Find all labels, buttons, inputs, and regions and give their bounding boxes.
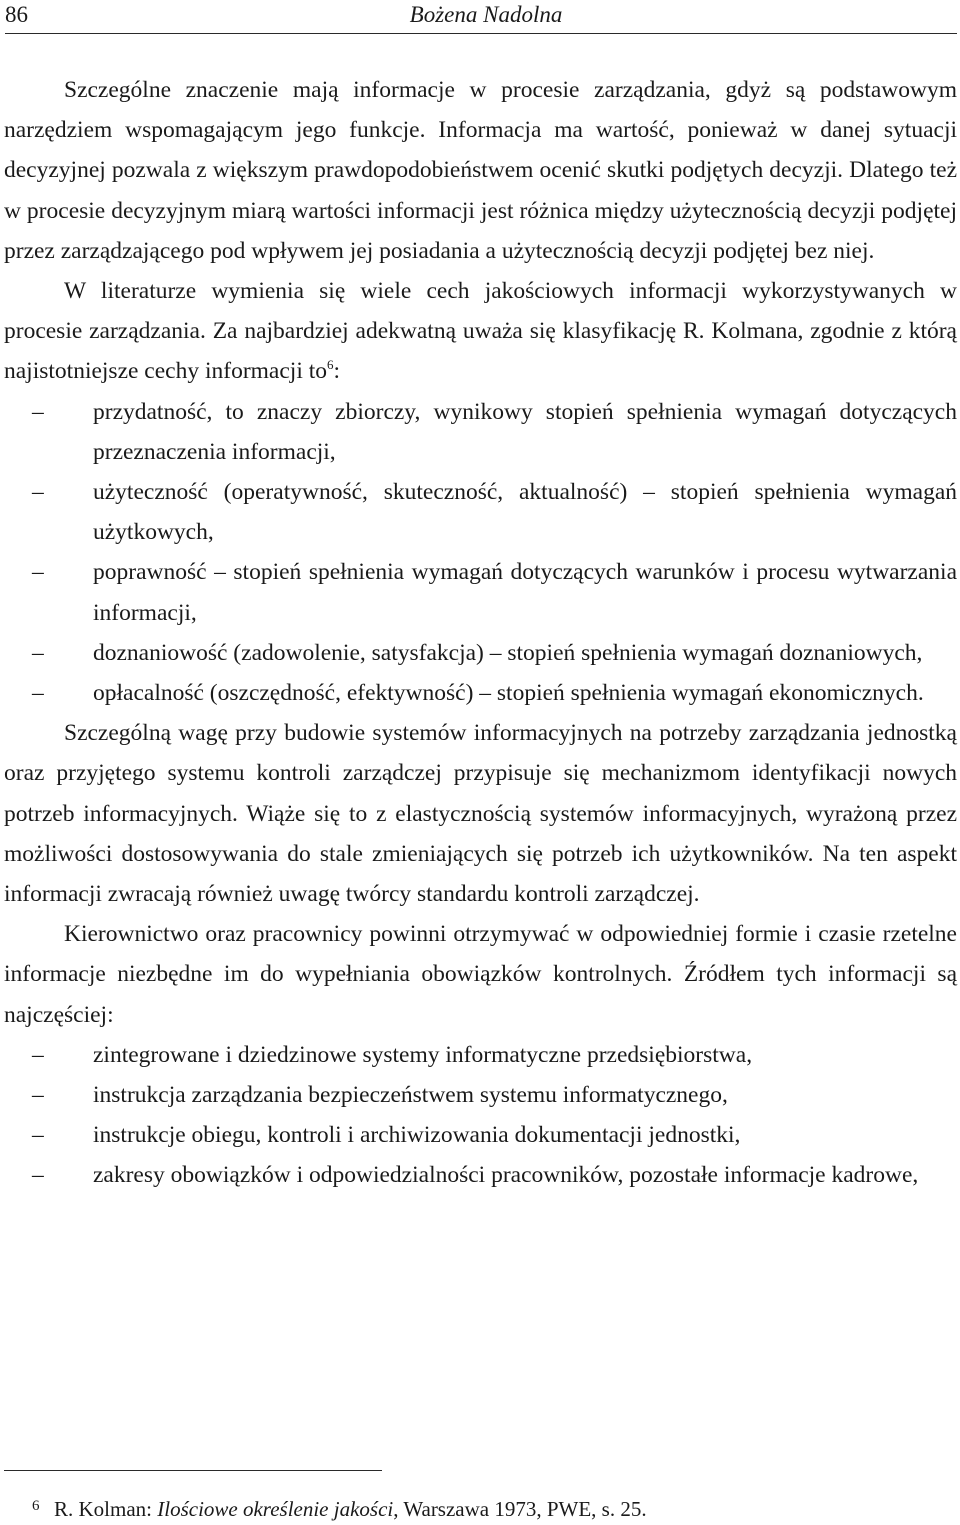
dash-marker: – (32, 639, 44, 666)
list-item-text: instrukcja zarządzania bezpieczeństwem systemu informatycznego, (93, 1082, 728, 1109)
list-item-text: poprawność – stopień spełnienia wymagań dotyczących warunków i procesu wytwarzania informacji, (93, 559, 957, 626)
dash-marker: – (32, 559, 44, 586)
list-item-text: opłacalność (oszczędność, efektywność) – stopień spełnienia wymagań ekonomicznych. (93, 680, 924, 707)
footnote-rule (4, 1470, 382, 1471)
footnote-rest: , Warszawa 1973, PWE, s. 25. (393, 1497, 647, 1521)
running-head: Bożena Nadolna (409, 2, 563, 27)
dash-marker: – (32, 1082, 44, 1109)
paragraph-3: Szczególną wagę przy budowie systemów informacyjnych na potrzeby zarządzania jednostką oraz przyjętego systemu kontroli zarządczej przypisuje się mechanizmom identyfikacji nowych potrzeb informacyjnych. Wiąże się to z elastycznością systemów informacyjnych, wyrażoną przez możliwości dostosowywania do stale zmieniających się potrzeb ich użytkowników. Na ten aspekt informacji zwracają również uwagę twórcy standardu kontroli zarządczej. (4, 720, 957, 908)
list-item (4, 552, 957, 632)
list-item-text: zakresy obowiązków i odpowiedzialności pracowników, pozostałe informacje kadrowe, (93, 1162, 919, 1189)
dash-marker: – (32, 1041, 44, 1068)
body-text (4, 70, 957, 1196)
list-item-text: instrukcje obiegu, kontroli i archiwizowania dokumentacji jednostki, (93, 1122, 741, 1149)
paragraph-4: Kierownictwo oraz pracownicy powinni otrzymywać w odpowiedniej formie i czasie rzetelne informacje niezbędne im do wypełniania obowiązków kontrolnych. Źródłem tych informacji są najczęściej: (4, 921, 957, 1028)
list-item (4, 633, 957, 673)
list-item (4, 673, 957, 713)
list-item (4, 1035, 957, 1075)
dash-marker: – (32, 1162, 44, 1189)
list-item (4, 1155, 957, 1195)
paragraph-2-suffix: : (333, 358, 341, 385)
footnote-ref[interactable]: 6 (327, 357, 334, 373)
list-item (4, 1075, 957, 1115)
dash-marker: – (32, 398, 44, 425)
footnote: 6 R. Kolman: Ilościowe określenie jakości, Warszawa 1973, PWE, s. 25. (32, 1497, 647, 1521)
list-item-text: zintegrowane i dziedzinowe systemy informatyczne przedsiębiorstwa, (93, 1041, 753, 1068)
page-number: 86 (5, 2, 28, 27)
page-header (5, 0, 957, 34)
dash-marker: – (32, 680, 44, 707)
header-rule (5, 33, 957, 34)
paragraph-1: Szczególne znaczenie mają informacje w procesie zarządzania, gdyż są podstawowym narzędziem wspomagającym jego funkcje. Informacja ma wartość, ponieważ w danej sytuacji decyzyjnej pozwala z większym prawdopodobieństwem ocenić skutki podjętych decyzji. Dlatego też w procesie decyzyjnym miarą wartości informacji jest różnica między użytecznością decyzji podjętej przez zarządzającego pod wpływem jej posiadania a użytecznością decyzji podjętej bez niej. (4, 77, 957, 264)
dash-marker: – (32, 1122, 44, 1149)
footnote-author: R. Kolman: (54, 1497, 158, 1521)
information-features-list (4, 392, 957, 714)
list-item (4, 1115, 957, 1155)
list-item-text: doznaniowość (zadowolenie, satysfakcja) – stopień spełnienia wymagań doznaniowych, (93, 639, 923, 666)
dash-marker: – (32, 479, 44, 506)
list-item-text: przydatność, to znaczy zbiorczy, wynikowy stopień spełnienia wymagań dotyczących przeznaczenia informacji, (93, 398, 957, 465)
paragraph-2-text: W literaturze wymienia się wiele cech jakościowych informacji wykorzystywanych w procesie zarządzania. Za najbardziej adekwatną uważa się klasyfikację R. Kolmana, zgodnie z którą najistotniejsze cechy informacji to (4, 278, 957, 385)
list-item-text: użyteczność (operatywność, skuteczność, aktualność) – stopień spełnienia wymagań użytkowych, (93, 479, 957, 546)
paragraph-2 (4, 271, 957, 392)
list-item (4, 392, 957, 472)
footnote-title: Ilościowe określenie jakości (157, 1497, 394, 1521)
information-sources-list (4, 1035, 957, 1196)
list-item (4, 472, 957, 552)
